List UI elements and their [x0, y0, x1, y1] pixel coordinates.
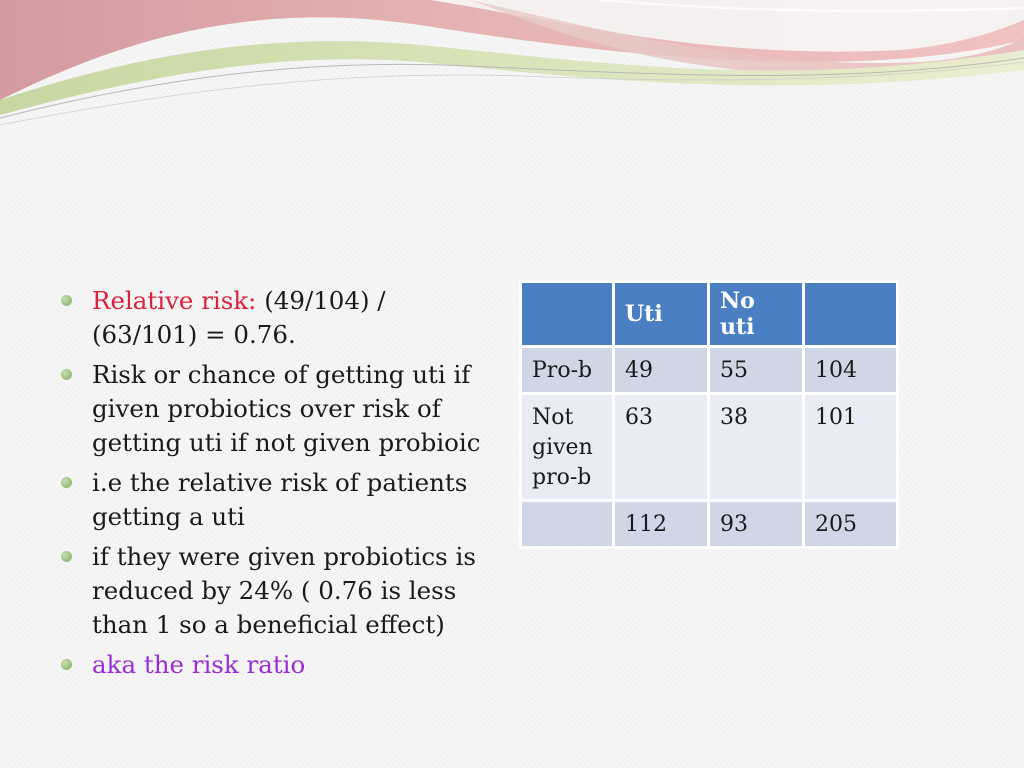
risk-ratio-note: aka the risk ratio — [92, 650, 306, 679]
contingency-table — [519, 280, 899, 549]
table-cell: 205 — [805, 502, 896, 546]
table-cell: Not given pro-b — [522, 395, 612, 499]
table-row — [522, 502, 896, 546]
bullet-icon — [61, 659, 72, 670]
table-header-cell — [805, 283, 896, 345]
table-cell: 55 — [710, 348, 802, 392]
bullet-icon — [61, 551, 72, 562]
table-cell: 112 — [615, 502, 707, 546]
bullet-item-aka — [58, 648, 498, 682]
table-cell: Pro-b — [522, 348, 612, 392]
table-header-uti: Uti — [615, 283, 707, 345]
table-cell: 101 — [805, 395, 896, 499]
table-cell: 104 — [805, 348, 896, 392]
table-cell: 63 — [615, 395, 707, 499]
bullet-icon — [61, 477, 72, 488]
table-header-no-uti: No uti — [710, 283, 802, 345]
bullet-icon — [61, 295, 72, 306]
bullet-text: i.e the relative risk of patients getting a uti — [92, 468, 468, 531]
table-cell: 38 — [710, 395, 802, 499]
relative-risk-label: Relative risk: — [92, 286, 257, 315]
table-cell — [522, 502, 612, 546]
bullet-item-relative-risk — [58, 284, 498, 352]
bullet-list — [58, 284, 498, 688]
table-header-row — [522, 283, 896, 345]
table-header-cell — [522, 283, 612, 345]
table-cell: 93 — [710, 502, 802, 546]
bullet-item-ie — [58, 466, 498, 534]
relative-risk-formula: (49/104) / (63/101) = 0.76. — [92, 286, 386, 349]
header-banner — [0, 0, 1024, 130]
table-cell: 49 — [615, 348, 707, 392]
table-row — [522, 395, 896, 499]
table-row — [522, 348, 896, 392]
bullet-item-reduced — [58, 540, 498, 642]
bullet-icon — [61, 369, 72, 380]
bullet-text: if they were given probiotics is reduced by 24% ( 0.76 is less than 1 so a beneficial effect) — [92, 542, 476, 639]
bullet-text: Risk or chance of getting uti if given probiotics over risk of getting uti if not given probioic — [92, 360, 481, 457]
bullet-item-risk-chance — [58, 358, 498, 460]
